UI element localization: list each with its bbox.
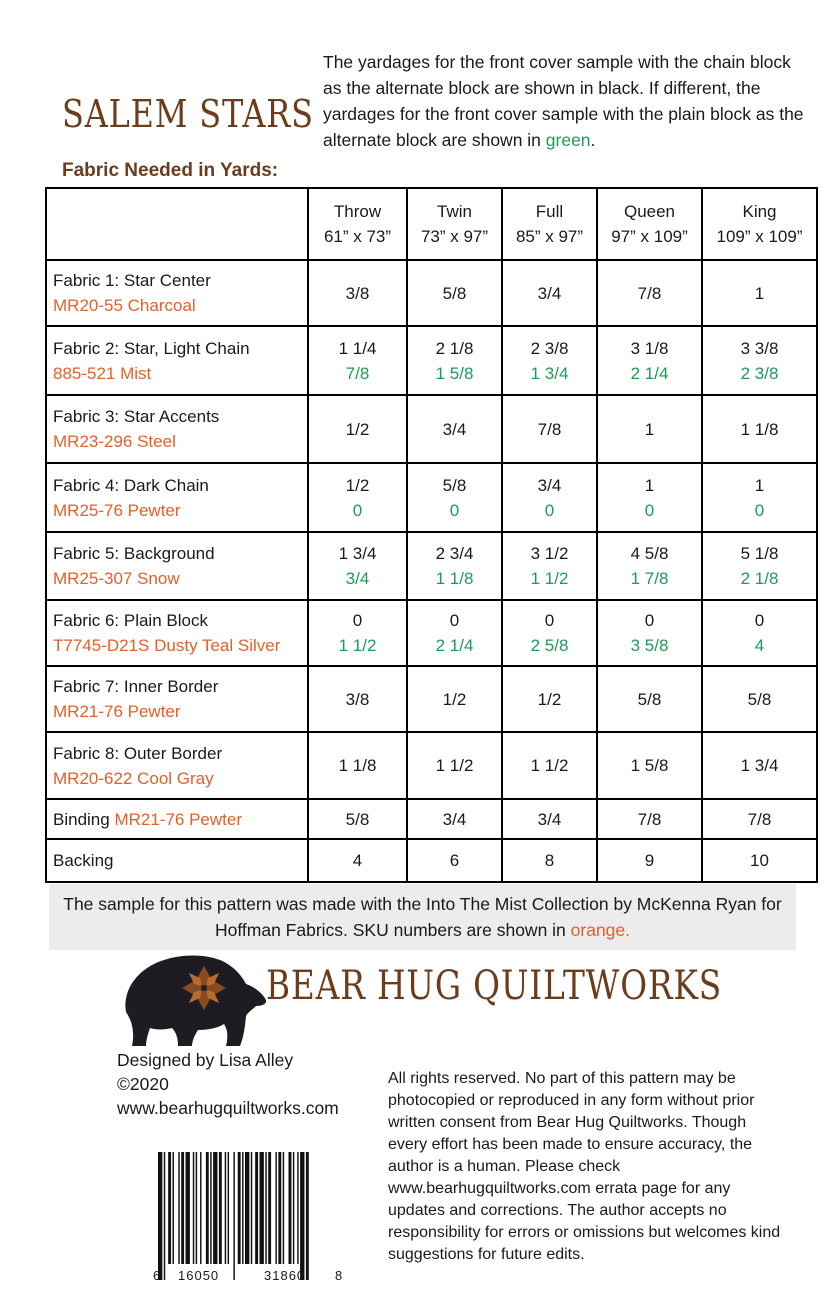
designer-block xyxy=(117,1048,339,1120)
yardage-cell-queen xyxy=(597,600,702,666)
yardage-value-alt: 2 5/8 xyxy=(530,636,569,655)
yardage-cell-queen xyxy=(597,395,702,463)
yardage-table xyxy=(45,187,818,883)
fabric-cell xyxy=(46,600,308,666)
fabric-label: Binding xyxy=(53,809,115,829)
fabric-sku: MR21-76 Pewter xyxy=(53,702,181,721)
yardage-cell-throw xyxy=(308,463,407,532)
yardage-cell-throw xyxy=(308,799,407,839)
yardage-value: 1/2 xyxy=(537,689,562,709)
fabric-sku: T7745-D21S Dusty Teal Silver xyxy=(53,636,281,655)
yardage-value: 3 1/2 xyxy=(530,544,569,563)
header-twin: Twin 73” x 97” xyxy=(407,188,502,260)
yardage-value: 3 1/8 xyxy=(630,338,669,358)
yardage-value-alt: 1 7/8 xyxy=(630,569,669,588)
fabric-cell xyxy=(46,260,308,326)
fabric-label: Backing xyxy=(53,851,114,870)
yardage-cell-twin xyxy=(407,395,502,463)
fabric-label: Fabric 2: Star, Light Chain xyxy=(53,338,250,358)
yardage-value: 2 3/8 xyxy=(530,338,569,358)
yardage-value: 1 3/4 xyxy=(338,544,377,563)
yardage-value-alt: 0 xyxy=(449,500,460,520)
yardage-value: 4 xyxy=(352,851,363,870)
yardage-value: 0 xyxy=(644,611,655,630)
yardage-value: 1 xyxy=(754,475,765,495)
fabric-label: Fabric 5: Background xyxy=(53,544,215,563)
fabric-sku: MR25-76 Pewter xyxy=(53,500,181,520)
yardage-value: 5/8 xyxy=(345,809,370,829)
fabric-sku: 885-521 Mist xyxy=(53,363,152,383)
yardage-value: 7/8 xyxy=(537,419,562,439)
yardage-value: 5/8 xyxy=(442,475,467,495)
yardage-cell-king xyxy=(702,799,817,839)
yardage-cell-full xyxy=(502,600,597,666)
yardage-value: 1 1/8 xyxy=(740,419,779,439)
header-empty-cell xyxy=(46,188,308,260)
yardage-cell-twin xyxy=(407,532,502,600)
sample-note-orange-word: orange. xyxy=(570,920,631,940)
yardage-value: 1 1/2 xyxy=(435,756,474,775)
yardage-table-body xyxy=(46,260,817,882)
fabric-label: Fabric 1: Star Center xyxy=(53,271,211,290)
yardage-value: 0 xyxy=(754,611,765,630)
yardage-cell-twin xyxy=(407,326,502,395)
header-throw: Throw 61” x 73” xyxy=(308,188,407,260)
header-full: Full 85” x 97” xyxy=(502,188,597,260)
table-row xyxy=(46,326,817,395)
yardage-cell-twin xyxy=(407,463,502,532)
rights-statement: All rights reserved. No part of this pattern may be photocopied or reproduced in any form without prior written consent from Bear Hug Quiltworks. Though every effort has been made to ensure accuracy, the author is a human. Please check www.bearhugquiltworks.com errata page for any updates and corrections. The author accepts no responsibility for errors or omissions but welcomes kind suggestions for future edits. xyxy=(388,1070,781,1263)
yardage-value: 2 1/8 xyxy=(435,338,474,358)
yardage-value: 1 1/8 xyxy=(338,756,377,775)
bear-logo-icon xyxy=(112,950,268,1050)
yardage-cell-queen xyxy=(597,463,702,532)
yardage-value: 3/4 xyxy=(537,283,562,303)
yardage-cell-throw xyxy=(308,260,407,326)
yardage-cell-king xyxy=(702,732,817,799)
yardage-value-alt: 0 xyxy=(352,500,363,520)
yardage-value-alt: 2 1/4 xyxy=(435,636,474,655)
fabric-sku: MR20-622 Cool Gray xyxy=(53,768,214,788)
yardage-value: 5/8 xyxy=(747,689,772,709)
yardage-value: 1 xyxy=(644,475,655,495)
yardage-value: 1 3/4 xyxy=(740,756,779,775)
yardage-cell-throw xyxy=(308,732,407,799)
barcode-icon xyxy=(150,1152,350,1280)
yardage-cell-full xyxy=(502,666,597,732)
fabric-cell xyxy=(46,732,308,799)
fabric-cell xyxy=(46,532,308,600)
yardage-cell-queen xyxy=(597,260,702,326)
table-row xyxy=(46,395,817,463)
fabric-label: Fabric 4: Dark Chain xyxy=(53,475,209,495)
yardage-cell-full xyxy=(502,395,597,463)
yardage-value-alt: 0 xyxy=(544,500,555,520)
yardage-value: 2 3/4 xyxy=(435,544,474,563)
website-link[interactable]: www.bearhugquiltworks.com xyxy=(117,1098,339,1118)
table-row xyxy=(46,600,817,666)
brand-name: BEAR HUG QUILTWORKS xyxy=(266,963,723,1009)
fabric-sku: MR23-296 Steel xyxy=(53,432,176,451)
yardage-cell-throw xyxy=(308,532,407,600)
table-row xyxy=(46,799,817,839)
yardage-value: 3/4 xyxy=(537,475,562,495)
fabric-label: Fabric 7: Inner Border xyxy=(53,677,219,696)
yardage-value-alt: 1 5/8 xyxy=(435,363,474,383)
yardage-value: 3/4 xyxy=(442,419,467,439)
yardage-cell-queen xyxy=(597,326,702,395)
yardage-value: 0 xyxy=(449,611,460,630)
yardage-value-alt: 4 xyxy=(754,636,765,655)
yardage-intro-text xyxy=(323,49,813,153)
fabric-needed-heading: Fabric Needed in Yards: xyxy=(62,160,279,181)
yardage-value: 7/8 xyxy=(747,809,772,829)
yardage-value: 10 xyxy=(750,851,769,870)
sample-collection-note xyxy=(49,884,796,950)
yardage-value-alt: 3/4 xyxy=(345,569,370,588)
yardage-cell-throw xyxy=(308,666,407,732)
yardage-value: 3/4 xyxy=(537,809,562,829)
yardage-cell-twin xyxy=(407,666,502,732)
yardage-value: 1 1/4 xyxy=(338,338,377,358)
header-queen: Queen 97” x 109” xyxy=(597,188,702,260)
fabric-cell xyxy=(46,839,308,882)
yardage-cell-twin xyxy=(407,600,502,666)
fabric-label: Fabric 8: Outer Border xyxy=(53,743,223,763)
yardage-value: 5/8 xyxy=(442,283,467,303)
yardage-cell-full xyxy=(502,326,597,395)
yardage-value: 7/8 xyxy=(637,809,662,829)
table-row xyxy=(46,839,817,882)
yardage-value: 1/2 xyxy=(442,689,467,709)
fabric-cell xyxy=(46,666,308,732)
yardage-cell-full xyxy=(502,799,597,839)
sample-note-text: The sample for this pattern was made with the Into The Mist Collection by McKenna Ryan for Hoffman Fabrics. SKU numbers are shown in xyxy=(63,894,782,940)
yardage-cell-queen xyxy=(597,666,702,732)
yardage-value: 9 xyxy=(644,851,655,870)
yardage-cell-twin xyxy=(407,839,502,882)
yardage-value: 0 xyxy=(544,611,555,630)
yardage-cell-king xyxy=(702,463,817,532)
intro-green-word: green xyxy=(545,130,591,150)
header-king: King 109” x 109” xyxy=(702,188,817,260)
yardage-value-alt: 7/8 xyxy=(345,363,370,383)
yardage-value-alt: 1 3/4 xyxy=(530,363,569,383)
yardage-cell-throw xyxy=(308,839,407,882)
yardage-value-alt: 1 1/2 xyxy=(338,636,377,655)
yardage-cell-king xyxy=(702,326,817,395)
yardage-value: 5/8 xyxy=(637,689,662,709)
yardage-value: 1 1/2 xyxy=(530,756,569,775)
barcode-digits-left: 16050 xyxy=(178,1268,220,1283)
barcode-digit-check: 8 xyxy=(335,1268,344,1283)
yardage-cell-twin xyxy=(407,799,502,839)
yardage-cell-full xyxy=(502,260,597,326)
yardage-value: 0 xyxy=(352,611,363,630)
table-row xyxy=(46,463,817,532)
yardage-value: 1 xyxy=(644,419,655,439)
yardage-value-alt: 0 xyxy=(644,500,655,520)
barcode-digit-lead: 6 xyxy=(153,1268,162,1283)
yardage-cell-throw xyxy=(308,600,407,666)
yardage-cell-full xyxy=(502,839,597,882)
yardage-value: 4 5/8 xyxy=(630,544,669,563)
yardage-cell-queen xyxy=(597,839,702,882)
fabric-sku: MR25-307 Snow xyxy=(53,569,180,588)
yardage-cell-twin xyxy=(407,260,502,326)
barcode-digits-right: 31860 xyxy=(264,1268,306,1283)
yardage-cell-king xyxy=(702,839,817,882)
fabric-cell xyxy=(46,395,308,463)
pattern-title: SALEM STARS xyxy=(62,92,314,136)
yardage-value-alt: 3 5/8 xyxy=(630,636,669,655)
yardage-value: 1 xyxy=(754,283,765,303)
fabric-label: Fabric 6: Plain Block xyxy=(53,611,208,630)
yardage-cell-king xyxy=(702,532,817,600)
yardage-value-alt: 2 3/8 xyxy=(740,363,779,383)
yardage-value: 1/2 xyxy=(345,475,370,495)
yardage-cell-full xyxy=(502,732,597,799)
yardage-value: 5 1/8 xyxy=(740,544,779,563)
copyright-line: ©2020 xyxy=(117,1074,169,1094)
yardage-value: 1/2 xyxy=(345,419,370,439)
yardage-value: 6 xyxy=(449,851,460,870)
yardage-value: 8 xyxy=(544,851,555,870)
yardage-cell-throw xyxy=(308,326,407,395)
yardage-value-alt: 2 1/4 xyxy=(630,363,669,383)
yardage-value: 1 5/8 xyxy=(630,756,669,775)
fabric-cell xyxy=(46,326,308,395)
yardage-cell-king xyxy=(702,395,817,463)
yardage-cell-twin xyxy=(407,732,502,799)
yardage-cell-queen xyxy=(597,732,702,799)
intro-main-text: The yardages for the front cover sample with the chain block as the alternate block are shown in black. If different, the yardages for the front cover sample with the plain block as the alternate block are shown in xyxy=(323,52,804,150)
fabric-sku: MR21-76 Pewter xyxy=(114,809,242,829)
yardage-value: 3 3/8 xyxy=(740,338,779,358)
table-row xyxy=(46,732,817,799)
yardage-cell-queen xyxy=(597,532,702,600)
intro-end: . xyxy=(590,130,596,150)
yardage-value: 3/8 xyxy=(345,283,370,303)
table-row xyxy=(46,260,817,326)
table-header-row xyxy=(46,188,817,260)
designer-line: Designed by Lisa Alley xyxy=(117,1050,294,1070)
fabric-sku: MR20-55 Charcoal xyxy=(53,296,196,315)
yardage-value-alt: 2 1/8 xyxy=(740,569,779,588)
yardage-value: 3/4 xyxy=(442,809,467,829)
yardage-value-alt: 0 xyxy=(754,500,765,520)
table-row xyxy=(46,532,817,600)
yardage-cell-king xyxy=(702,260,817,326)
yardage-cell-throw xyxy=(308,395,407,463)
yardage-value-alt: 1 1/2 xyxy=(530,569,569,588)
yardage-cell-full xyxy=(502,532,597,600)
yardage-value-alt: 1 1/8 xyxy=(435,569,474,588)
yardage-cell-queen xyxy=(597,799,702,839)
yardage-cell-king xyxy=(702,666,817,732)
yardage-cell-full xyxy=(502,463,597,532)
fabric-label: Fabric 3: Star Accents xyxy=(53,407,220,426)
yardage-value: 7/8 xyxy=(637,283,662,303)
fabric-cell xyxy=(46,463,308,532)
yardage-cell-king xyxy=(702,600,817,666)
fabric-cell xyxy=(46,799,308,839)
yardage-value: 3/8 xyxy=(345,689,370,709)
table-row xyxy=(46,666,817,732)
